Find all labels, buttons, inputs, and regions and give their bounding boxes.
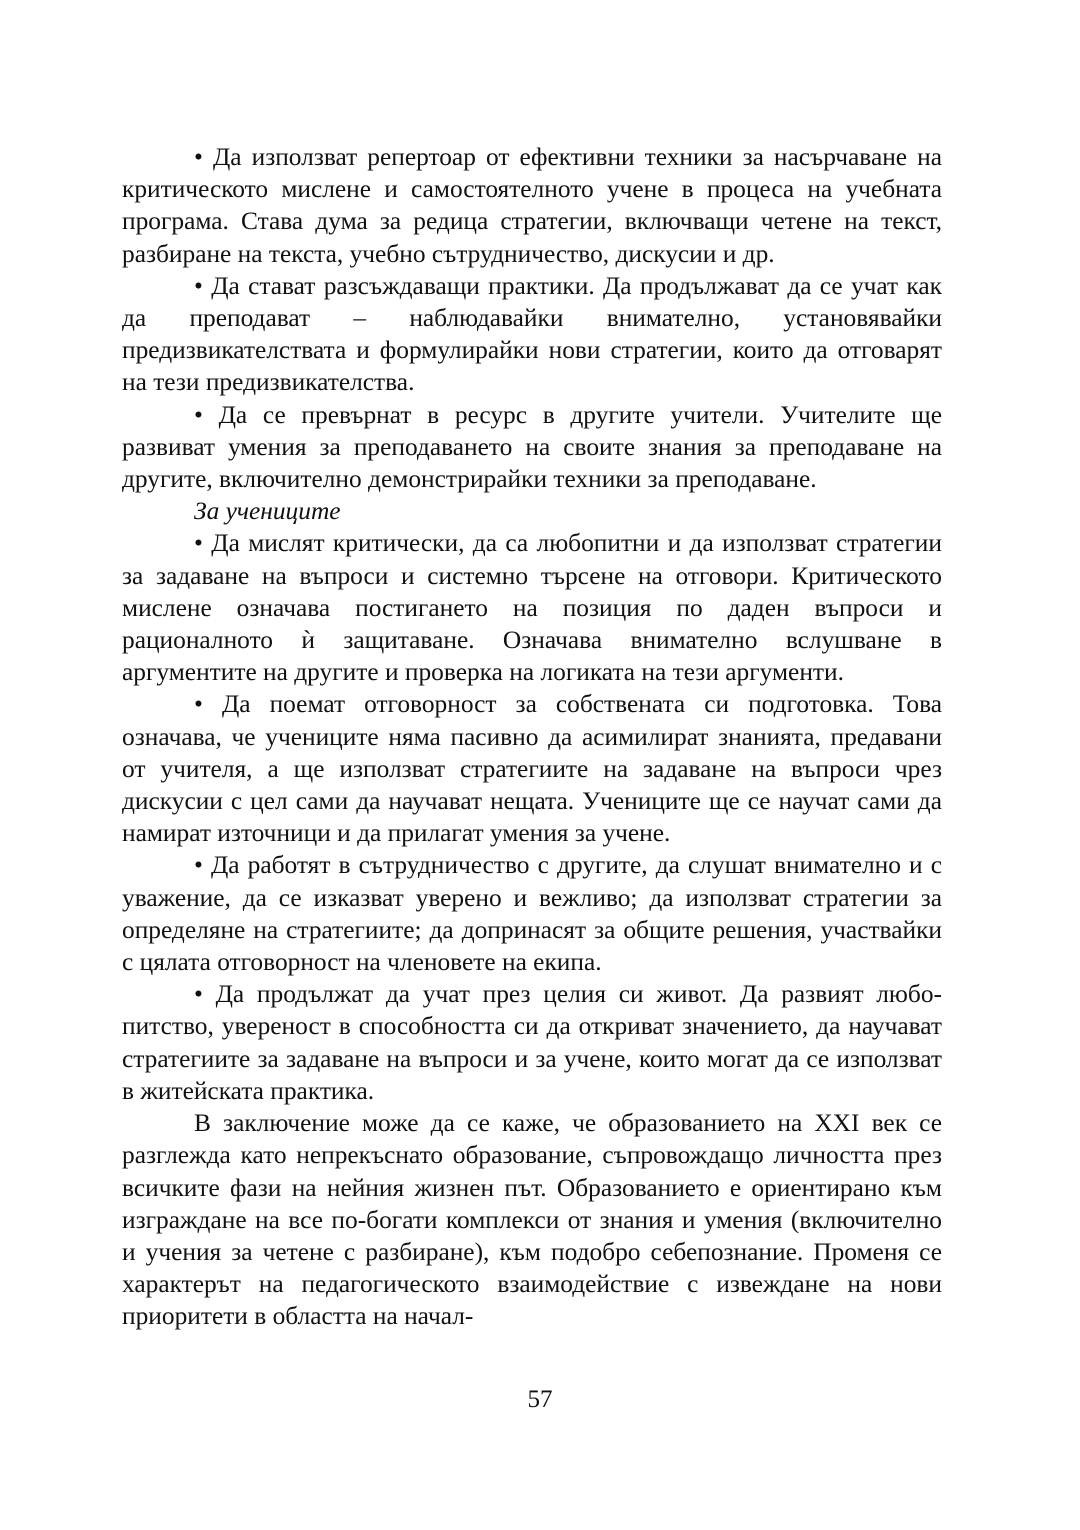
conclusion-paragraph: В заключение може да се каже, че образованието на XXI век се разглежда като непрекъснато образование, съпровождащо личността през всичките фази на нейния жизнен път. Образованието е ориентирано към изграждане на все по-богати комплекси от знания и умения (включително и учения за четене с разбиране), към подобро себепознание. Променя се характерът на педагогическото взаимодействие с извеждане на нови приоритети в областта на начал-: [122, 1109, 942, 1331]
bullet-mark: •: [194, 143, 203, 171]
bullet-paragraph-resource: [122, 399, 942, 496]
page-number: 57: [527, 1386, 553, 1413]
bullet-paragraph-repertoire: [122, 141, 942, 270]
bullet-paragraph-collaboration: [122, 849, 942, 978]
paragraph-text: Да стават разсъждаващи практики. Да продължават да се учат как да преподават – наблюдавайки внимателно, установявайки предизвикателствата и формулирайки нови стратегии, които да отговарят на тези предизвикателства.: [122, 271, 942, 397]
paragraph-text: Да се превърнат в ресурс в другите учители. Учителите ще развиват умения за преподаването на своите знания за преподаване на другите, включително демонстрирайки техники за преподаване.: [122, 400, 942, 494]
bullet-mark: •: [194, 690, 203, 719]
bullet-paragraph-lifelong-learning: [122, 978, 942, 1107]
page-body: [122, 141, 942, 1333]
bullet-mark: •: [194, 980, 203, 1009]
bullet-mark: •: [194, 529, 203, 558]
bullet-mark: •: [194, 851, 203, 880]
bullet-mark: •: [194, 400, 203, 429]
bullet-paragraph-responsibility: [122, 688, 942, 849]
paragraph-text: Да работят в сътрудничество с другите, да слушат внимателно и с уважение, да се изказват уверено и вежливо; да използват стратегии за определяне на стратегиите; да допринасят за общите решения, участвайки с цялата отговорност на членовете на екипа.: [122, 851, 942, 977]
bullet-paragraph-reflective-practice: [122, 270, 942, 399]
bullet-paragraph-critical-thinking: [122, 527, 942, 688]
students-heading: За учениците: [194, 497, 341, 526]
paragraph-text: Да мислят критически, да са любопитни и да използват стратегии за задаване на въпроси и системно търсене на отговори. Критическото мислене означава постигането на позиция по даден въпроси и рационалното ѝ защитаване. Означава внимателно вслушване в аргументите на другите и проверка на логиката на тези аргументи.: [122, 529, 942, 687]
paragraph-text: Да поемат отговорност за собствената си подготовка. Това означава, че учениците няма пасивно да асимилират знанията, предавани от учителя, а ще използват стратегиите на задаване на въпроси чрез дискусии с цел сами да научават нещата. Учениците ще се научат сами да намират източници и да прилагат умения за учене.: [122, 690, 942, 848]
bullet-mark: •: [194, 271, 203, 300]
paragraph-text: Да използват репертоар от ефективни техники за насърчаване на критическото мислене и самостоятелното учене в процеса на учебната програма. Става дума за редица стратегии, включващи четене на текст, разбиране на текста, учебно сътрудничество, дискусии и др.: [122, 143, 942, 268]
paragraph-text: Да продължат да учат през целия си живот. Да развият любопитство, увереност в способността си да откриват значението, да научават стратегиите за задаване на въпроси и за учене, които могат да се използват в житейската практика.: [122, 980, 942, 1105]
